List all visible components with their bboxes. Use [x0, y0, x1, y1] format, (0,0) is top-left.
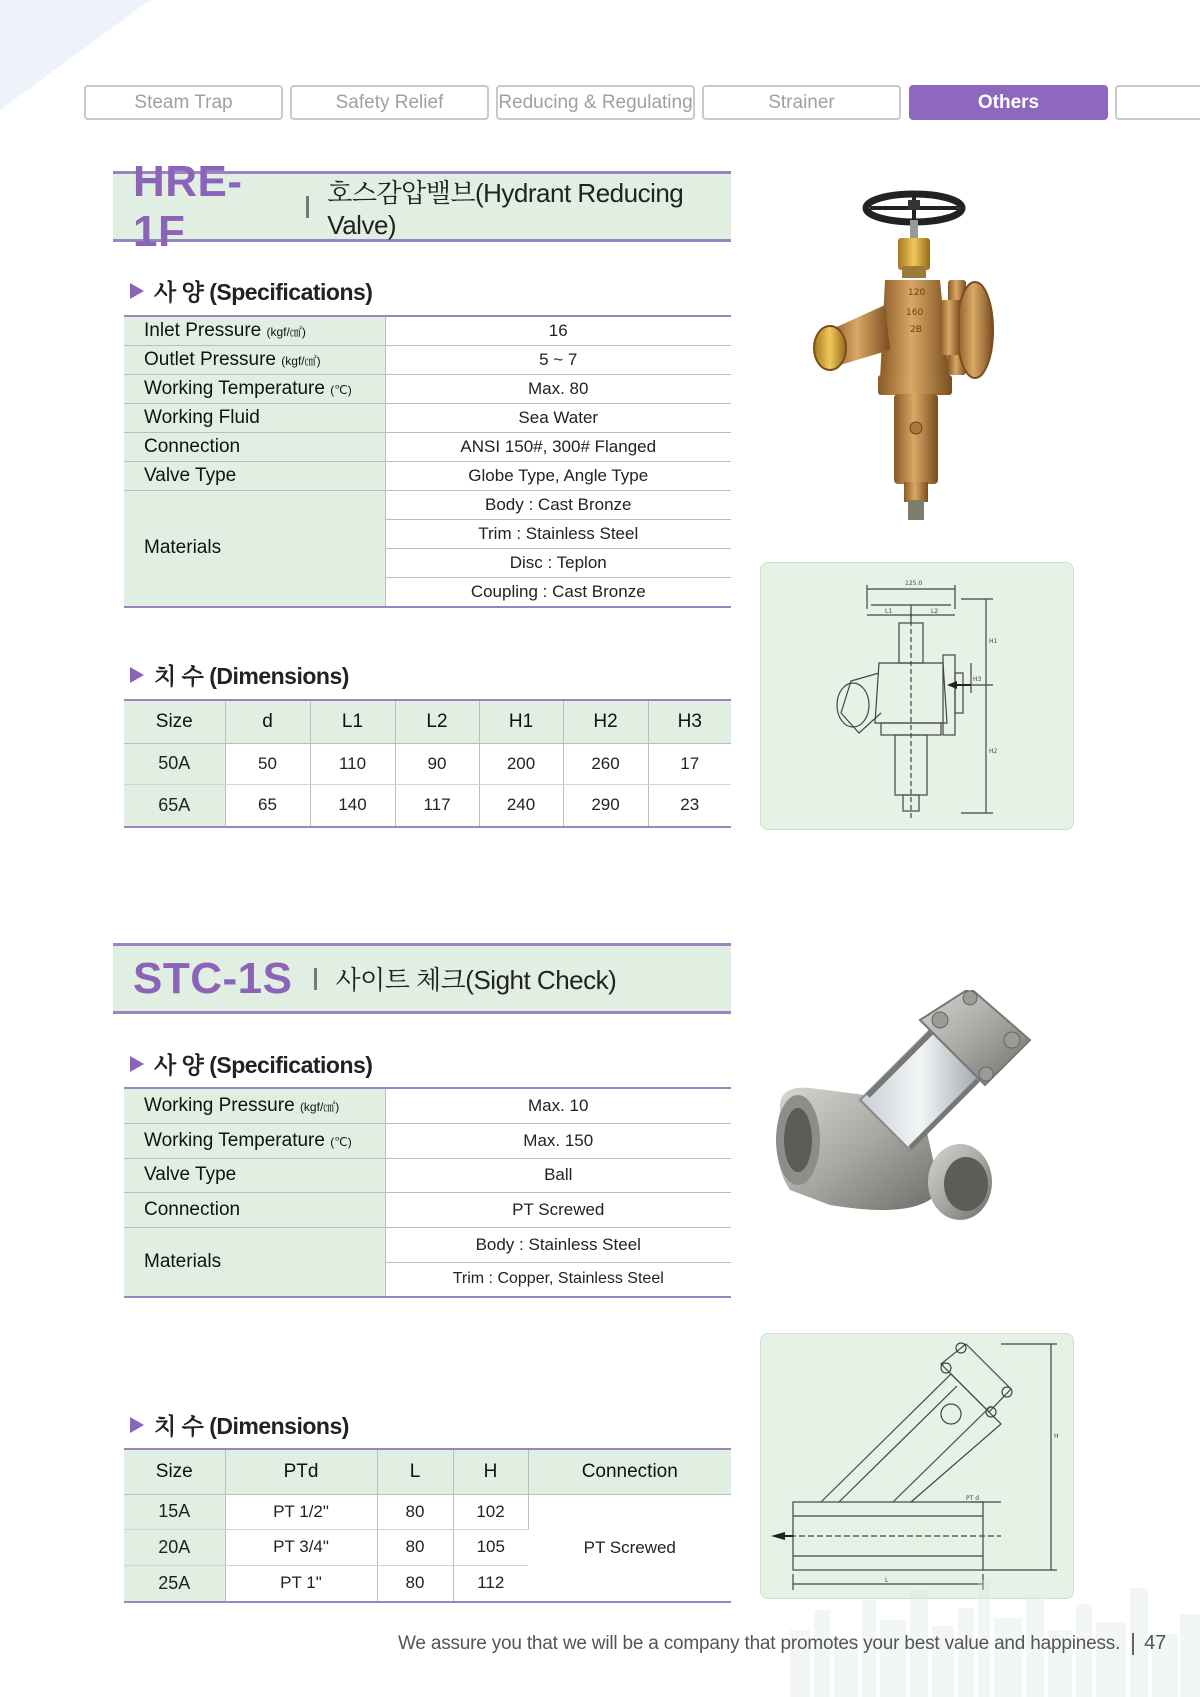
dim-cell: 80 — [377, 1565, 453, 1602]
spec-heading-text: 사 양 (Specifications) — [154, 1052, 373, 1078]
spec-heading — [130, 274, 372, 307]
spec-heading-text: 사 양 (Specifications) — [154, 279, 373, 305]
spec-value: Ball — [385, 1158, 731, 1192]
dim-cell: 23 — [648, 784, 731, 827]
spec-value: PT Screwed — [385, 1192, 731, 1227]
spec-label: Outlet Pressure (kgf/㎠) — [124, 345, 385, 374]
model-name: STC-1S — [133, 953, 293, 1003]
dim-heading-text: 치 수 (Dimensions) — [154, 663, 349, 689]
material-value: Body : Cast Bronze — [385, 490, 731, 519]
product-title-bar — [113, 943, 731, 1014]
page-footer — [398, 1632, 1166, 1655]
dim-heading — [130, 1408, 349, 1441]
technical-drawing-box — [760, 562, 1074, 830]
city-skyline-decoration — [780, 1560, 1200, 1697]
dim-cell: PT 3/4" — [225, 1529, 377, 1565]
table-row — [124, 316, 731, 345]
spec-value: 5 ~ 7 — [385, 345, 731, 374]
casting-mark: 120 — [908, 288, 926, 298]
title-separator — [314, 968, 317, 990]
dim-cell: 260 — [563, 743, 648, 784]
sight-check-photo — [770, 990, 1070, 1290]
dim-cell: 140 — [310, 784, 395, 827]
dim-cell: 80 — [377, 1494, 453, 1529]
spec-value: Max. 80 — [385, 374, 731, 403]
dim-cell: PT 1/2" — [225, 1494, 377, 1529]
connection-cell: PT Screwed — [528, 1494, 731, 1602]
materials-label: Materials — [124, 1227, 385, 1297]
hydrant-valve-photo — [790, 180, 1060, 550]
spec-label: Working Pressure (kgf/㎠) — [124, 1088, 385, 1123]
dim-heading — [130, 658, 349, 691]
spec-table — [124, 315, 731, 608]
column-header: H — [453, 1449, 528, 1494]
column-header: H3 — [648, 700, 731, 743]
size-cell: 15A — [124, 1494, 225, 1529]
dimension-label: 125.0 — [905, 580, 923, 587]
table-row — [124, 432, 731, 461]
table-row — [124, 345, 731, 374]
column-header: L1 — [310, 700, 395, 743]
tab-next[interactable] — [1115, 85, 1200, 120]
spec-value: Globe Type, Angle Type — [385, 461, 731, 490]
size-cell: 65A — [124, 784, 225, 827]
dim-cell: 17 — [648, 743, 731, 784]
tab-reducing-regulating[interactable]: Reducing & Regulating — [496, 85, 695, 120]
triangle-bullet-icon — [130, 283, 144, 299]
dim-cell: 80 — [377, 1529, 453, 1565]
material-value: Body : Stainless Steel — [385, 1227, 731, 1262]
table-row — [124, 490, 731, 519]
dimension-label: PT d — [966, 1495, 979, 1502]
dimension-label: H1 — [989, 638, 998, 645]
material-value: Disc : Teplon — [385, 548, 731, 577]
dimension-label: H2 — [989, 748, 998, 755]
model-name: HRE-1F — [133, 156, 243, 256]
page-number: 47 — [1144, 1632, 1167, 1654]
spec-value: Max. 150 — [385, 1123, 731, 1158]
spec-heading — [130, 1047, 372, 1080]
dimension-table — [124, 1448, 731, 1603]
triangle-bullet-icon — [130, 667, 144, 683]
table-row — [124, 743, 731, 784]
table-row — [124, 1227, 731, 1262]
product-title: 호스감압밸브(Hydrant Reducing Valve) — [327, 177, 684, 240]
dim-cell: 117 — [395, 784, 479, 827]
table-row — [124, 403, 731, 432]
material-value: Trim : Copper, Stainless Steel — [385, 1262, 731, 1297]
table-row — [124, 1494, 731, 1529]
dim-cell: 200 — [479, 743, 563, 784]
dim-cell: 240 — [479, 784, 563, 827]
column-header: PTd — [225, 1449, 377, 1494]
column-header: Size — [124, 1449, 225, 1494]
spec-label: Working Fluid — [124, 403, 385, 432]
table-header-row — [124, 1449, 731, 1494]
dim-cell: 102 — [453, 1494, 528, 1529]
column-header: L — [377, 1449, 453, 1494]
dim-cell: 65 — [225, 784, 310, 827]
dim-heading-text: 치 수 (Dimensions) — [154, 1413, 349, 1439]
column-header: H2 — [563, 700, 648, 743]
table-row — [124, 374, 731, 403]
tab-others[interactable]: Others — [909, 85, 1108, 120]
column-header: L2 — [395, 700, 479, 743]
spec-table — [124, 1087, 731, 1298]
column-header: Connection — [528, 1449, 731, 1494]
dim-cell: 112 — [453, 1565, 528, 1602]
table-row — [124, 1192, 731, 1227]
spec-value: Sea Water — [385, 403, 731, 432]
spec-label: Valve Type — [124, 1158, 385, 1192]
spec-value: 16 — [385, 316, 731, 345]
size-cell: 50A — [124, 743, 225, 784]
dimension-label: H3 — [973, 676, 982, 683]
tab-strainer[interactable]: Strainer — [702, 85, 901, 120]
dimension-label: L — [885, 1577, 889, 1584]
dimension-label: L2 — [931, 608, 939, 615]
dim-cell: 290 — [563, 784, 648, 827]
footer-separator — [1132, 1633, 1134, 1655]
dimension-label: H — [1054, 1433, 1059, 1440]
spec-value: ANSI 150#, 300# Flanged — [385, 432, 731, 461]
product-title-bar — [113, 156, 731, 256]
dimension-label: L1 — [885, 608, 893, 615]
table-row — [124, 461, 731, 490]
table-header-row — [124, 700, 731, 743]
material-value: Coupling : Cast Bronze — [385, 577, 731, 607]
dim-cell: PT 1" — [225, 1565, 377, 1602]
dim-cell: 90 — [395, 743, 479, 784]
size-cell: 20A — [124, 1529, 225, 1565]
dimension-table — [124, 699, 731, 828]
column-header: d — [225, 700, 310, 743]
dim-cell: 110 — [310, 743, 395, 784]
size-cell: 25A — [124, 1565, 225, 1602]
triangle-bullet-icon — [130, 1056, 144, 1072]
table-row — [124, 784, 731, 827]
tab-steam-trap[interactable]: Steam Trap — [84, 85, 283, 120]
spec-value: Max. 10 — [385, 1088, 731, 1123]
table-row — [124, 1088, 731, 1123]
table-row — [124, 1158, 731, 1192]
spec-label: Working Temperature (℃) — [124, 374, 385, 403]
material-value: Trim : Stainless Steel — [385, 519, 731, 548]
casting-mark: 160 — [906, 308, 924, 318]
column-header: Size — [124, 700, 225, 743]
tab-safety-relief[interactable]: Safety Relief — [290, 85, 489, 120]
spec-label: Valve Type — [124, 461, 385, 490]
valve-cross-section-drawing — [761, 563, 1075, 831]
spec-label: Working Temperature (℃) — [124, 1123, 385, 1158]
materials-label: Materials — [124, 490, 385, 607]
title-separator — [306, 196, 309, 218]
spec-label: Connection — [124, 432, 385, 461]
product-title: 사이트 체크(Sight Check) — [335, 965, 617, 995]
dim-cell: 105 — [453, 1529, 528, 1565]
casting-mark: 2B — [910, 325, 922, 335]
footer-slogan: We assure you that we will be a company that promotes your best value and happiness. — [398, 1632, 1121, 1654]
spec-label: Connection — [124, 1192, 385, 1227]
column-header: H1 — [479, 700, 563, 743]
spec-label: Inlet Pressure (kgf/㎠) — [124, 316, 385, 345]
triangle-bullet-icon — [130, 1417, 144, 1433]
table-row — [124, 1123, 731, 1158]
dim-cell: 50 — [225, 743, 310, 784]
category-tabs — [84, 85, 1200, 121]
